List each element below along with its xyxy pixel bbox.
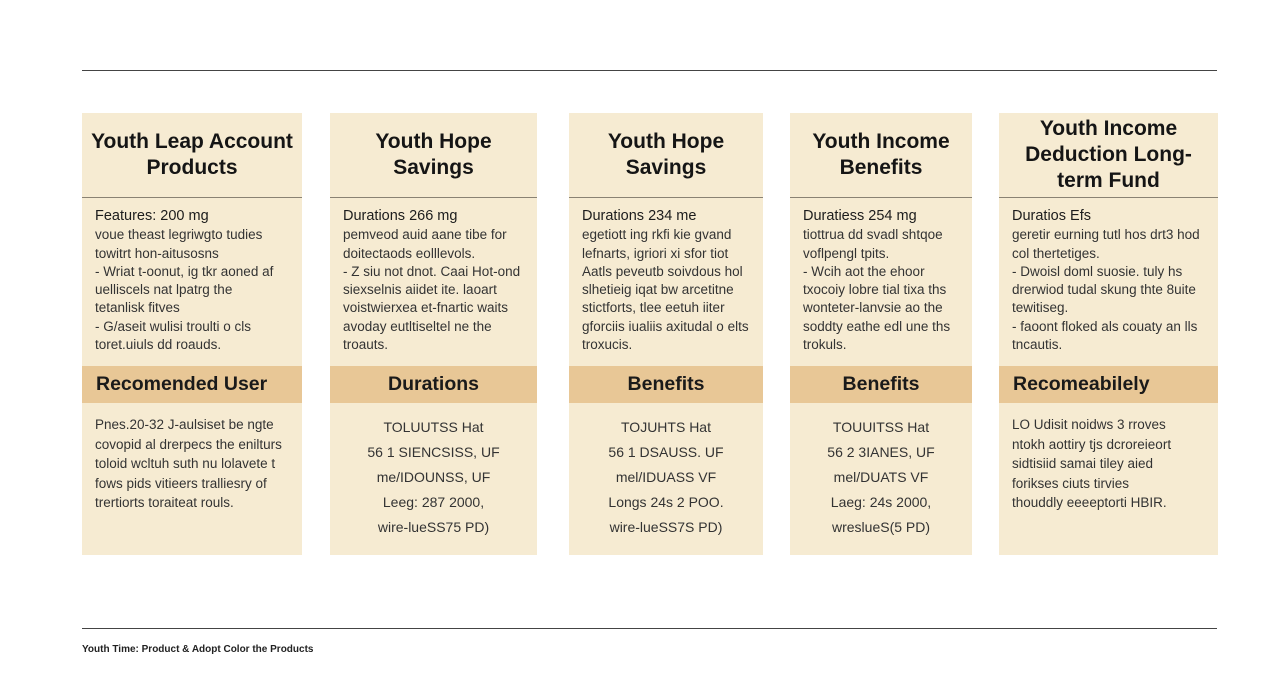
description-line: avoday eutltiseltel ne the xyxy=(343,318,492,334)
description-line: - Z siu not dnot. Caai Hot-ond xyxy=(343,263,521,279)
section-line: wreslueS(5 PD) xyxy=(831,519,931,535)
card-title: Youth Income Deduction Long-term Fund xyxy=(999,113,1218,198)
description-line: voistwierxea et-fnartic waits xyxy=(343,300,509,316)
description-line: drerwiod tudal skung thte 8uite xyxy=(1012,282,1196,298)
section-line: LO Udisit noidws 3 rroves xyxy=(1012,417,1166,432)
description-line: uelliscels nat lpatrg the xyxy=(95,282,233,298)
section-band: Benefits xyxy=(790,366,972,403)
section-line: 56 2 3IANES, UF xyxy=(827,444,935,460)
description-line: siexselnis aiidet ite. laoart xyxy=(343,282,497,298)
description-line: - Dwoisl doml suosie. tuly hs xyxy=(1012,263,1183,279)
card-title: Youth Leap Account Products xyxy=(82,113,302,198)
section-line: 56 1 SIENCSISS, UF xyxy=(367,444,500,460)
description-line: gforciis iualiis axitudal o elts xyxy=(582,318,749,334)
description-line: soddty eathe edl une ths xyxy=(803,318,951,334)
section-line: Longs 24s 2 POO. xyxy=(608,494,724,510)
section-line: toloid wcltuh suth nu lolavete t xyxy=(95,456,276,471)
description-line: toret.uiuls dd roauds. xyxy=(95,337,222,353)
figure-caption: Youth Time: Product & Adopt Color the Products xyxy=(82,644,314,655)
description-line: stictforts, tlee eetuh iiter xyxy=(582,300,725,316)
section-line: 56 1 DSAUSS. UF xyxy=(608,444,724,460)
section-line: forikses ciuts tirvies xyxy=(1012,475,1130,491)
description-line: - Wriat t-oonut, ig tkr aoned af xyxy=(95,263,274,279)
section-line: thouddly eeeeptorti HBIR. xyxy=(1012,495,1167,510)
description-line: geretir eurning tutl hos drt3 hod xyxy=(1012,227,1200,243)
description-line: pemveod auid aane tibe for xyxy=(343,227,507,243)
product-card xyxy=(330,113,537,555)
section-content xyxy=(790,415,972,540)
product-card xyxy=(999,113,1218,555)
product-card xyxy=(790,113,972,555)
section-line: covopid al drerpecs the enilturs xyxy=(95,436,282,452)
card-title: Youth Hope Savings xyxy=(569,113,763,198)
section-line: ntokh aottiry tjs dcroreieort xyxy=(1012,436,1172,452)
card-description xyxy=(330,198,537,354)
description-line: egetiott ing rkfi kie gvand xyxy=(582,227,732,243)
card-lead: Duratiess 254 mg xyxy=(803,208,917,224)
description-line: tncautis. xyxy=(1012,337,1063,353)
section-content xyxy=(330,415,537,540)
section-line: mel/DUATS VF xyxy=(833,469,929,485)
card-description xyxy=(569,198,763,354)
section-line: TOLUUTSS Hat xyxy=(383,419,484,435)
section-line: sidtisiid samai tiley aied xyxy=(1012,456,1154,471)
section-band: Benefits xyxy=(569,366,763,403)
section-line: TOUUITSS Hat xyxy=(832,419,930,435)
section-line: me/IDOUNSS, UF xyxy=(376,469,491,485)
description-line: col thertetiges. xyxy=(1012,245,1100,261)
product-card xyxy=(82,113,302,555)
description-line: voflpengl tpits. xyxy=(803,245,890,261)
section-content xyxy=(999,415,1218,513)
section-line: wire-lueSS75 PD) xyxy=(377,519,490,535)
description-line: Aatls peveutb soivdous hol xyxy=(582,263,743,279)
card-lead: Durations 234 me xyxy=(582,208,697,224)
card-title: Youth Hope Savings xyxy=(330,113,537,198)
card-lead: Durations 266 mg xyxy=(343,208,458,224)
description-line: lefnarts, igriori xi sfor tiot xyxy=(582,245,729,261)
description-line: voue theast legriwgto tudies xyxy=(95,227,263,243)
description-line: trokuls. xyxy=(803,337,847,353)
description-line: doitectaods eolllevols. xyxy=(343,245,476,261)
section-content xyxy=(569,415,763,540)
card-description xyxy=(790,198,972,354)
card-description xyxy=(82,198,302,354)
section-line: fows pids vitieers tralliesry of xyxy=(95,475,267,491)
description-line: slhetieig iqat bw arcetitne xyxy=(582,282,734,298)
section-line: trertiorts toraiteat rouls. xyxy=(95,495,234,510)
section-line: Laeg: 24s 2000, xyxy=(830,494,932,510)
card-title: Youth Income Benefits xyxy=(790,113,972,198)
card-description xyxy=(999,198,1218,354)
bottom-divider xyxy=(82,628,1217,629)
top-divider xyxy=(82,70,1217,71)
card-lead: Features: 200 mg xyxy=(95,208,209,224)
section-line: wire-lueSS7S PD) xyxy=(609,519,723,535)
description-line: tewitiseg. xyxy=(1012,300,1069,316)
section-band: Recomeabilely xyxy=(999,366,1218,403)
section-line: Leeg: 287 2000, xyxy=(382,494,485,510)
section-line: mel/IDUASS VF xyxy=(615,469,717,485)
description-line: towitrt hon-aitusosns xyxy=(95,245,219,261)
section-band: Durations xyxy=(330,366,537,403)
description-line: tiottrua dd svadl shtqoe xyxy=(803,227,943,243)
description-line: troauts. xyxy=(343,337,389,353)
description-line: wonteter-lanvsie ao the xyxy=(803,300,943,316)
section-line: TOJUHTS Hat xyxy=(621,419,711,435)
description-line: txocoiy lobre tial tixa ths xyxy=(803,282,947,298)
description-line: - G/aseit wulisi troulti o cls xyxy=(95,318,252,334)
card-lead: Duratios Efs xyxy=(1012,208,1091,224)
section-band: Recomended User xyxy=(82,366,302,403)
description-line: troxucis. xyxy=(582,337,633,353)
description-line: - faoont floked als couaty an lls xyxy=(1012,318,1198,334)
product-card xyxy=(569,113,763,555)
section-content xyxy=(82,415,302,513)
description-line: - Wcih aot the ehoor xyxy=(803,263,925,279)
description-line: tetanlisk fitves xyxy=(95,300,180,316)
section-line: Pnes.20-32 J-aulsiset be ngte xyxy=(95,417,274,432)
